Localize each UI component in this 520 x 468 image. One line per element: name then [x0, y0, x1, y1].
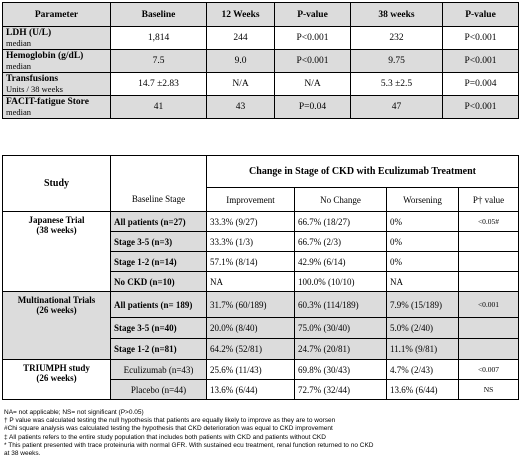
footnote: #Chi square analysis was calculated testing the hypothesis that CKD deterioration was equal to CKD improvement: [4, 425, 333, 433]
table-row: [3, 212, 519, 232]
no-change-cell: 42.9% (6/14): [295, 252, 387, 272]
no-change-cell: 24.7% (20/81): [295, 339, 387, 360]
p-cell: [459, 272, 519, 292]
header-baseline-stage: Baseline Stage: [111, 188, 207, 212]
header-p-value: P† value: [459, 188, 519, 212]
p12-cell: P<0.001: [275, 50, 351, 73]
p12-cell: N/A: [275, 73, 351, 96]
no-change-cell: 72.7% (32/44): [295, 380, 387, 400]
stage-cell: Placebo (n=44): [111, 380, 207, 400]
ckd-stage-table: [2, 155, 519, 400]
table-row: [3, 292, 519, 318]
worsening-cell: 13.6% (6/44): [387, 380, 459, 400]
improvement-cell: 33.3% (9/27): [207, 212, 295, 232]
parameter-cell: [3, 27, 111, 50]
table-row: [3, 50, 519, 73]
p-cell: <0.05#: [459, 212, 519, 232]
parameter-name: FACIT-fatigue Store: [6, 96, 89, 107]
header-no-change: No Change: [295, 188, 387, 212]
header-38-weeks: 38 weeks: [351, 3, 443, 27]
stage-cell: Stage 1-2 (n=81): [111, 339, 207, 360]
table-row: [3, 360, 519, 380]
header-worsening: Worsening: [387, 188, 459, 212]
parameter-name: Hemoglobin (g/dL): [6, 50, 84, 61]
w12-cell: N/A: [207, 73, 275, 96]
footnote: at 38 weeks.: [4, 450, 41, 458]
parameter-cell: [3, 73, 111, 96]
w12-cell: 43: [207, 96, 275, 119]
header-p-value-12: P-value: [275, 3, 351, 27]
stage-cell: Eculizumab (n=43): [111, 360, 207, 380]
study-triumph: [3, 360, 111, 400]
stage-cell: All patients (n=27): [111, 212, 207, 232]
study-multinational: [3, 292, 111, 360]
improvement-cell: 20.0% (8/40): [207, 318, 295, 339]
header-p-value-38: P-value: [443, 3, 519, 27]
p-cell: [459, 318, 519, 339]
no-change-cell: 100.0% (10/10): [295, 272, 387, 292]
header-spacer: [111, 156, 207, 188]
parameter-sub: Units / 38 weeks: [6, 83, 63, 94]
p38-cell: P<0.001: [443, 96, 519, 119]
study-weeks: (26 weeks): [36, 305, 77, 315]
worsening-cell: NA: [387, 272, 459, 292]
p38-cell: P<0.001: [443, 27, 519, 50]
p-cell: [459, 232, 519, 252]
p38-cell: P<0.001: [443, 50, 519, 73]
footnote: * This patient presented with trace proteinuria with normal GFR. With sustained ecu treatment, renal function returned to no CKD: [4, 441, 374, 449]
p-cell: [459, 339, 519, 360]
improvement-cell: 57.1% (8/14): [207, 252, 295, 272]
worsening-cell: 5.0% (2/40): [387, 318, 459, 339]
p-cell: [459, 252, 519, 272]
worsening-cell: 0%: [387, 252, 459, 272]
outcomes-table: [2, 2, 519, 119]
parameter-cell: [3, 50, 111, 73]
ckd-group-title: Change in Stage of CKD with Eculizumab Treatment: [207, 156, 519, 188]
footnote: ‡ All patients refers to the entire study population that includes both patients with CKD and patients without CKD: [4, 433, 326, 441]
header-parameter: Parameter: [3, 3, 111, 27]
footnotes: [4, 409, 516, 458]
worsening-cell: 0%: [387, 212, 459, 232]
no-change-cell: 69.8% (30/43): [295, 360, 387, 380]
header-baseline: Baseline: [111, 3, 207, 27]
stage-cell: No CKD (n=10): [111, 272, 207, 292]
ckd-group-header-row: [3, 156, 519, 188]
no-change-cell: 66.7% (2/3): [295, 232, 387, 252]
baseline-cell: 1,814: [111, 27, 207, 50]
parameter-name: LDH (U/L): [6, 27, 52, 38]
header-study: Study: [3, 156, 111, 212]
worsening-cell: 4.7% (2/43): [387, 360, 459, 380]
study-weeks: (38 weeks): [36, 225, 77, 235]
stage-cell: All patients (n= 189): [111, 292, 207, 318]
no-change-cell: 60.3% (114/189): [295, 292, 387, 318]
p12-cell: P<0.001: [275, 27, 351, 50]
worsening-cell: 7.9% (15/189): [387, 292, 459, 318]
table-row: [3, 73, 519, 96]
w38-cell: 47: [351, 96, 443, 119]
study-name: Multinational Trials: [17, 295, 96, 305]
w38-cell: 9.75: [351, 50, 443, 73]
parameter-sub: median: [6, 60, 32, 71]
stage-cell: Stage 3-5 (n=40): [111, 318, 207, 339]
table-row: [3, 96, 519, 119]
improvement-cell: 64.2% (52/81): [207, 339, 295, 360]
improvement-cell: 31.7% (60/189): [207, 292, 295, 318]
parameter-cell: [3, 96, 111, 119]
w38-cell: 232: [351, 27, 443, 50]
footnote: NA= not applicable; NS= not significant (P>0.05): [4, 409, 144, 416]
study-japanese: [3, 212, 111, 292]
footnote: † P value was calculated testing the null hypothesis that patients are equally likely to improve as they are to worsen: [4, 417, 336, 425]
header-improvement: Improvement: [207, 188, 295, 212]
worsening-cell: 11.1% (9/81): [387, 339, 459, 360]
w12-cell: 244: [207, 27, 275, 50]
baseline-cell: 7.5: [111, 50, 207, 73]
no-change-cell: 66.7% (18/27): [295, 212, 387, 232]
parameter-sub: median: [6, 106, 32, 117]
p12-cell: P=0.04: [275, 96, 351, 119]
p-cell: <0.007: [459, 360, 519, 380]
outcomes-header-row: [3, 3, 519, 27]
p38-cell: P=0.004: [443, 73, 519, 96]
improvement-cell: 13.6% (6/44): [207, 380, 295, 400]
header-12-weeks: 12 Weeks: [207, 3, 275, 27]
study-name: Japanese Trial: [28, 215, 85, 225]
improvement-cell: NA: [207, 272, 295, 292]
improvement-cell: 25.6% (11/43): [207, 360, 295, 380]
no-change-cell: 75.0% (30/40): [295, 318, 387, 339]
stage-cell: Stage 1-2 (n=14): [111, 252, 207, 272]
study-name: TRIUMPH study: [23, 363, 90, 373]
baseline-cell: 41: [111, 96, 207, 119]
w38-cell: 5.3 ±2.5: [351, 73, 443, 96]
w12-cell: 9.0: [207, 50, 275, 73]
parameter-name: Transfusions: [6, 73, 59, 84]
stage-cell: Stage 3-5 (n=3): [111, 232, 207, 252]
parameter-sub: median: [6, 37, 32, 48]
p-cell: NS: [459, 380, 519, 400]
table-row: [3, 27, 519, 50]
baseline-cell: 14.7 ±2.83: [111, 73, 207, 96]
improvement-cell: 33.3% (1/3): [207, 232, 295, 252]
study-weeks: (26 weeks): [36, 373, 77, 383]
p-cell: <0.001: [459, 292, 519, 318]
worsening-cell: 0%: [387, 232, 459, 252]
